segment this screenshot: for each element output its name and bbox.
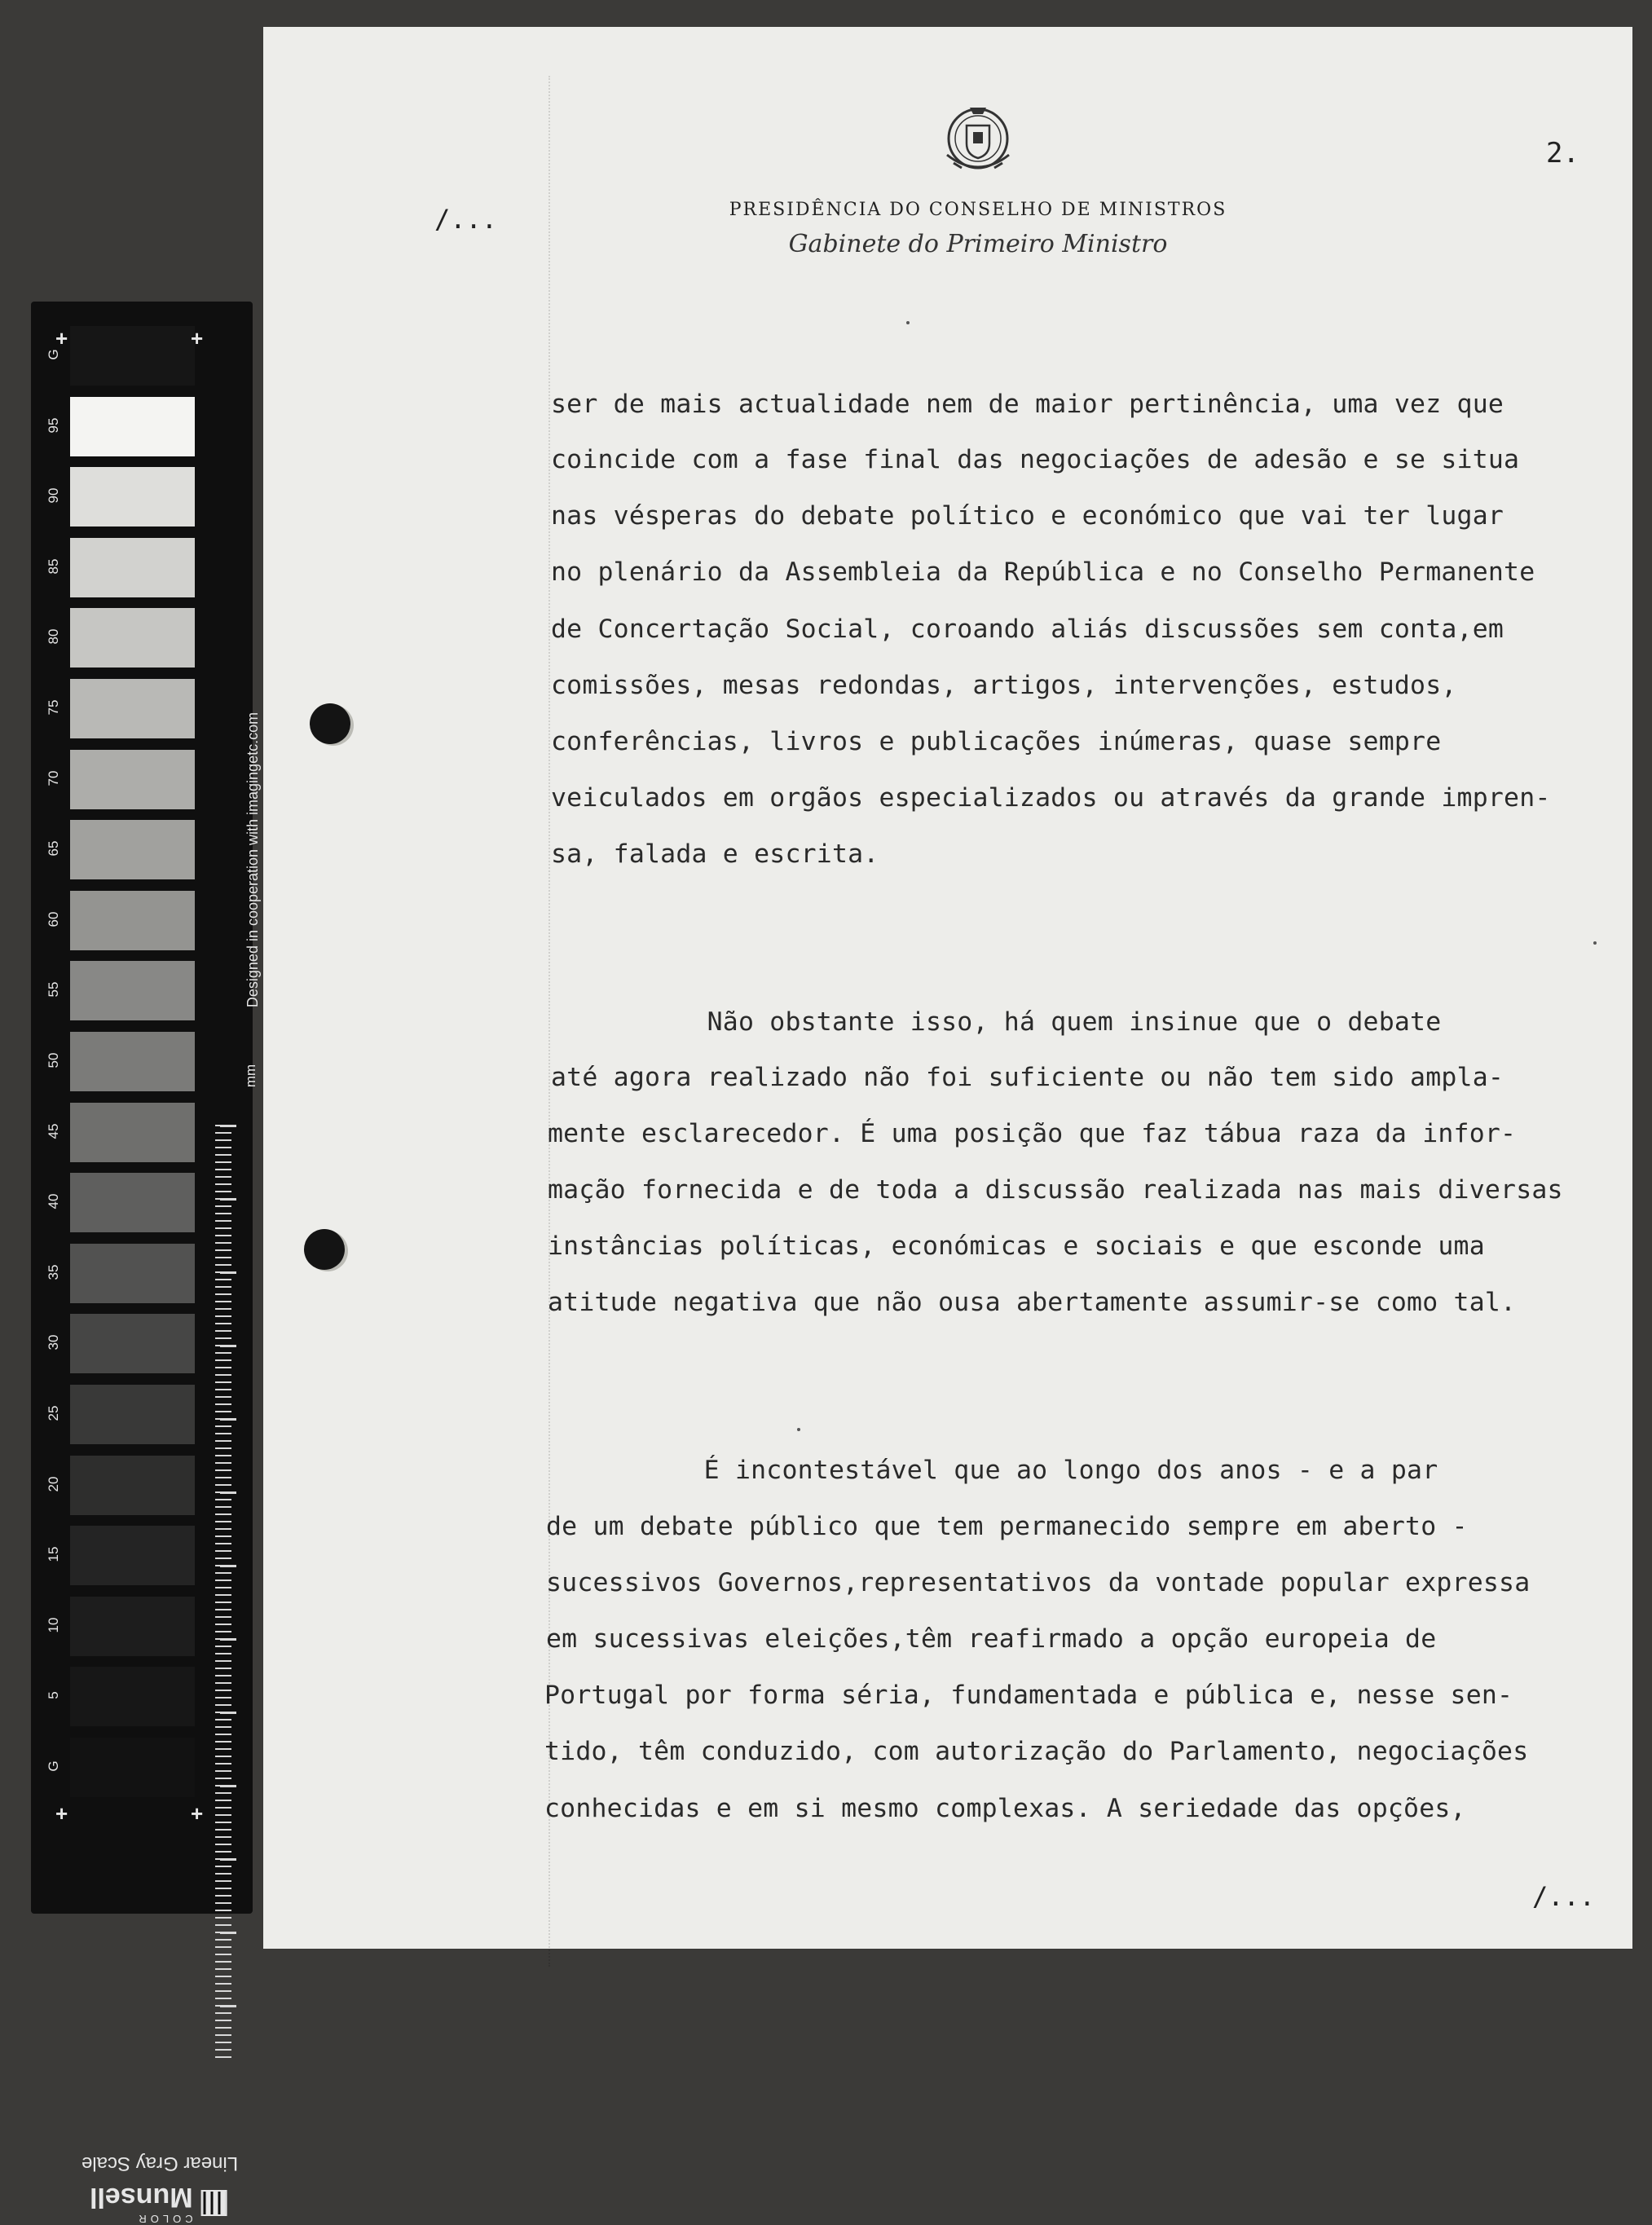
- gray-scale-card: G 95 90 85 80 75 70 65 60 55 50 45 40 35 30 25 20 15 10 5 G + + + + mm Designed in cooperation with imagingetc.com Linear Gray Scale COLOR Munsell: [31, 302, 253, 1914]
- paper-speck: [906, 321, 910, 324]
- gray-scale-number: 5: [46, 1691, 61, 1700]
- gray-swatch: [70, 1103, 195, 1162]
- gray-swatch: [70, 750, 195, 809]
- body-line: mente esclarecedor. É uma posição que faz tábua raza da infor-: [548, 1119, 1517, 1148]
- plus-mark: +: [191, 326, 204, 350]
- scale-name: Linear Gray Scale: [81, 2152, 239, 2174]
- brand-name: Munsell: [90, 2182, 193, 2213]
- munsell-logo-icon: [201, 2190, 227, 2216]
- gray-scale-number: 75: [46, 699, 61, 716]
- brand-sub: COLOR: [134, 2213, 193, 2225]
- body-line: É incontestável que ao longo dos anos - e a par: [548, 1456, 1438, 1485]
- gray-scale-number: 60: [46, 911, 61, 927]
- gray-scale-number: 65: [46, 840, 61, 857]
- body-line: Portugal por forma séria, fundamentada e pública e, nesse sen-: [544, 1681, 1513, 1710]
- body-line: ser de mais actualidade nem de maior pertinência, uma vez que: [551, 390, 1504, 419]
- body-line: sucessivos Governos,representativos da vontade popular expressa: [546, 1568, 1531, 1597]
- gray-scale-number: 25: [46, 1405, 61, 1421]
- body-line: de um debate público que tem permanecido sempre em aberto -: [546, 1512, 1468, 1541]
- plus-mark: +: [55, 1801, 68, 1826]
- gray-swatch: [70, 608, 195, 668]
- gray-scale-number: G: [46, 1760, 61, 1772]
- body-line: em sucessivas eleições,têm reafirmado a opção europeia de: [546, 1624, 1437, 1654]
- letterhead-title: PRESIDÊNCIA DO CONSELHO DE MINISTROS: [729, 200, 1227, 220]
- gray-swatch: [70, 820, 195, 879]
- gray-swatch: [70, 1244, 195, 1303]
- body-line: tido, têm conduzido, com autorização do Parlamento, negociações: [544, 1737, 1529, 1766]
- paper-speck: [797, 1428, 800, 1431]
- plus-mark: +: [55, 326, 68, 350]
- gray-scale-number: 80: [46, 628, 61, 645]
- gray-scale-number: 35: [46, 1264, 61, 1280]
- body-line: comissões, mesas redondas, artigos, intervenções, estudos,: [551, 671, 1457, 700]
- body-line: Não obstante isso, há quem insinue que o debate: [551, 1007, 1442, 1037]
- gray-swatch: [70, 467, 195, 527]
- gray-scale-number: 30: [46, 1334, 61, 1350]
- gray-scale-number: G: [46, 349, 61, 360]
- letterhead-subtitle: Gabinete do Primeiro Ministro: [788, 230, 1168, 258]
- body-line: conhecidas e em si mesmo complexas. A seriedade das opções,: [544, 1794, 1466, 1823]
- body-line: no plenário da Assembleia da República e no Conselho Permanente: [551, 557, 1535, 587]
- body-line: até agora realizado não foi suficiente ou não tem sido ampla-: [551, 1063, 1504, 1092]
- punch-hole: [304, 1229, 345, 1270]
- gray-swatch: [70, 326, 195, 386]
- body-line: coincide com a fase final das negociações de adesão e se situa: [551, 445, 1520, 474]
- gray-scale-number: 90: [46, 487, 61, 504]
- body-line: nas vésperas do debate político e económico que vai ter lugar: [551, 501, 1504, 531]
- gray-swatch: [70, 891, 195, 950]
- gray-swatch: [70, 538, 195, 597]
- gray-swatch: [70, 1597, 195, 1656]
- body-line: atitude negativa que não ousa abertamente assumir-se como tal.: [548, 1288, 1517, 1317]
- gray-scale-number: 20: [46, 1476, 61, 1492]
- plus-mark: +: [191, 1801, 204, 1826]
- continuation-mark-top: /...: [434, 204, 498, 235]
- gray-swatch: [70, 1456, 195, 1515]
- gray-scale-number: 40: [46, 1193, 61, 1209]
- body-line: conferências, livros e publicações inúmeras, quase sempre: [551, 727, 1442, 756]
- gray-scale-number: 15: [46, 1546, 61, 1562]
- munsell-brand: [90, 2181, 227, 2225]
- paper-speck: [1593, 941, 1597, 945]
- gray-swatch: [70, 679, 195, 738]
- continuation-mark-bottom: /...: [1532, 1881, 1596, 1912]
- page-number: 2.: [1546, 137, 1579, 170]
- gray-scale-number: 85: [46, 558, 61, 575]
- gray-swatch: [70, 1738, 195, 1797]
- gray-scale-number: 10: [46, 1617, 61, 1633]
- body-line: instâncias políticas, económicas e sociais e que esconde uma: [548, 1231, 1485, 1261]
- gray-scale-number: 55: [46, 981, 61, 998]
- coat-of-arms-icon: [937, 98, 1019, 187]
- mm-ruler-major-ticks: [220, 1125, 236, 2062]
- document-page: [263, 27, 1632, 1949]
- body-line: mação fornecida e de toda a discussão realizada nas mais diversas: [548, 1175, 1563, 1205]
- gray-swatch: [70, 1526, 195, 1585]
- gray-scale-number: 45: [46, 1123, 61, 1139]
- body-line: veiculados em orgãos especializados ou através da grande impren-: [551, 783, 1551, 813]
- gray-swatch: [70, 397, 195, 456]
- unit-label: mm: [243, 1064, 259, 1088]
- gray-scale-number: 95: [46, 417, 61, 434]
- gray-swatch: [70, 1667, 195, 1726]
- gray-swatch: [70, 1385, 195, 1444]
- gray-swatch: [70, 961, 195, 1020]
- gray-swatch: [70, 1173, 195, 1232]
- letterhead: [652, 200, 1304, 258]
- gray-scale-number: 70: [46, 770, 61, 786]
- gray-swatch: [70, 1314, 195, 1373]
- gray-swatch: [70, 1032, 195, 1091]
- punch-hole: [310, 703, 350, 744]
- gray-scale-number: 50: [46, 1052, 61, 1068]
- body-line: de Concertação Social, coroando aliás discussões sem conta,em: [551, 615, 1504, 644]
- body-line: sa, falada e escrita.: [551, 839, 879, 869]
